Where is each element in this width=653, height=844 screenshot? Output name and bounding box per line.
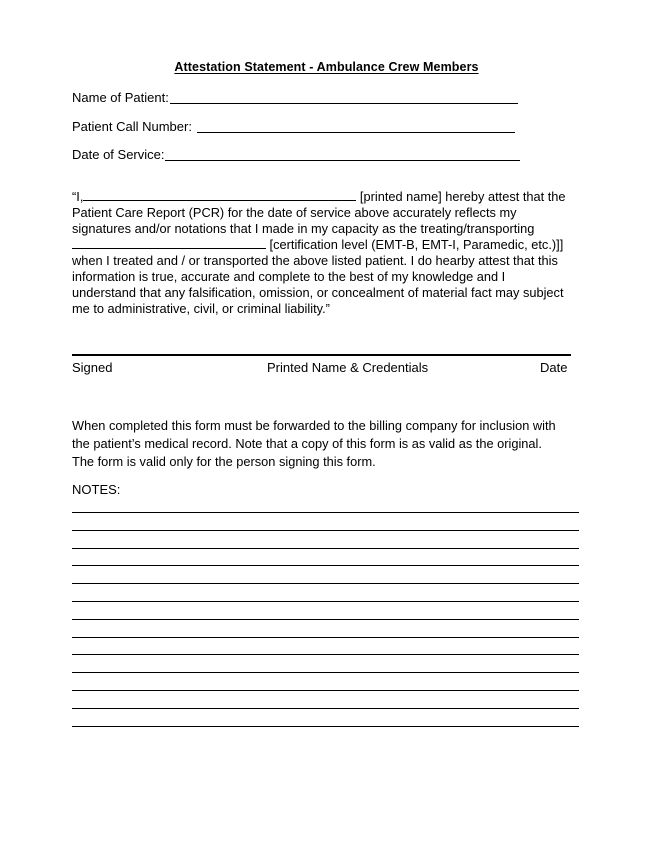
date-of-service-label: Date of Service:	[72, 147, 165, 162]
printed-name-credentials-label: Printed Name & Credentials	[267, 360, 429, 375]
date-of-service-blank[interactable]	[165, 160, 520, 161]
call-number-label: Patient Call Number:	[72, 119, 192, 134]
notes-line[interactable]	[72, 708, 579, 709]
printed-name-blank[interactable]	[83, 190, 356, 201]
attestation-line-7: understand that any falsification, omission, or concealment of material fact may subject	[72, 285, 564, 300]
notes-line[interactable]	[72, 583, 579, 584]
attestation-line-5: when I treated and / or transported the above listed patient. I do hearby attest that this	[72, 253, 558, 268]
notes-line[interactable]	[72, 601, 579, 602]
notes-line[interactable]	[72, 530, 579, 531]
attestation-line-4	[72, 237, 582, 253]
attestation-line-2: Patient Care Report (PCR) for the date of service above accurately reflects my	[72, 205, 517, 220]
attestation-line-4-rest: [certification level (EMT-B, EMT-I, Paramedic, etc.)]]	[266, 237, 564, 252]
attestation-line-3: signatures and/or notations that I made in my capacity as the treating/transporting	[72, 221, 535, 236]
call-number-field[interactable]	[72, 118, 515, 136]
attestation-paragraph	[72, 189, 582, 317]
date-of-service-field[interactable]	[72, 146, 520, 164]
notes-line[interactable]	[72, 690, 579, 691]
notes-line[interactable]	[72, 619, 579, 620]
attestation-line-8: me to administrative, civil, or criminal liability.”	[72, 301, 330, 316]
instructions-paragraph	[72, 417, 582, 471]
notes-line[interactable]	[72, 512, 579, 513]
call-number-blank[interactable]	[197, 132, 515, 133]
notes-line[interactable]	[72, 548, 579, 549]
instructions-line-1: When completed this form must be forwarded to the billing company for inclusion with	[72, 418, 556, 433]
date-label: Date	[540, 360, 568, 375]
signature-line[interactable]	[72, 354, 571, 356]
certification-level-blank[interactable]	[72, 238, 266, 249]
attestation-line-6: information is true, accurate and complete to the best of my knowledge and I	[72, 269, 506, 284]
notes-line[interactable]	[72, 637, 579, 638]
attestation-open: “I,	[72, 189, 84, 204]
notes-line[interactable]	[72, 654, 579, 655]
patient-name-blank[interactable]	[170, 103, 518, 104]
instructions-line-3: The form is valid only for the person signing this form.	[72, 454, 376, 469]
patient-name-field[interactable]	[72, 89, 518, 107]
instructions-line-2: the patient’s medical record. Note that a copy of this form is as valid as the original.	[72, 436, 542, 451]
patient-name-label: Name of Patient:	[72, 90, 169, 105]
attestation-line-1-rest: [printed name] hereby attest that the	[356, 189, 566, 204]
notes-line[interactable]	[72, 726, 579, 727]
signed-label: Signed	[72, 360, 113, 375]
notes-label: NOTES:	[72, 482, 121, 497]
notes-line[interactable]	[72, 672, 579, 673]
notes-line[interactable]	[72, 565, 579, 566]
form-title: Attestation Statement - Ambulance Crew Members	[174, 60, 479, 74]
attestation-line-1	[72, 189, 582, 205]
